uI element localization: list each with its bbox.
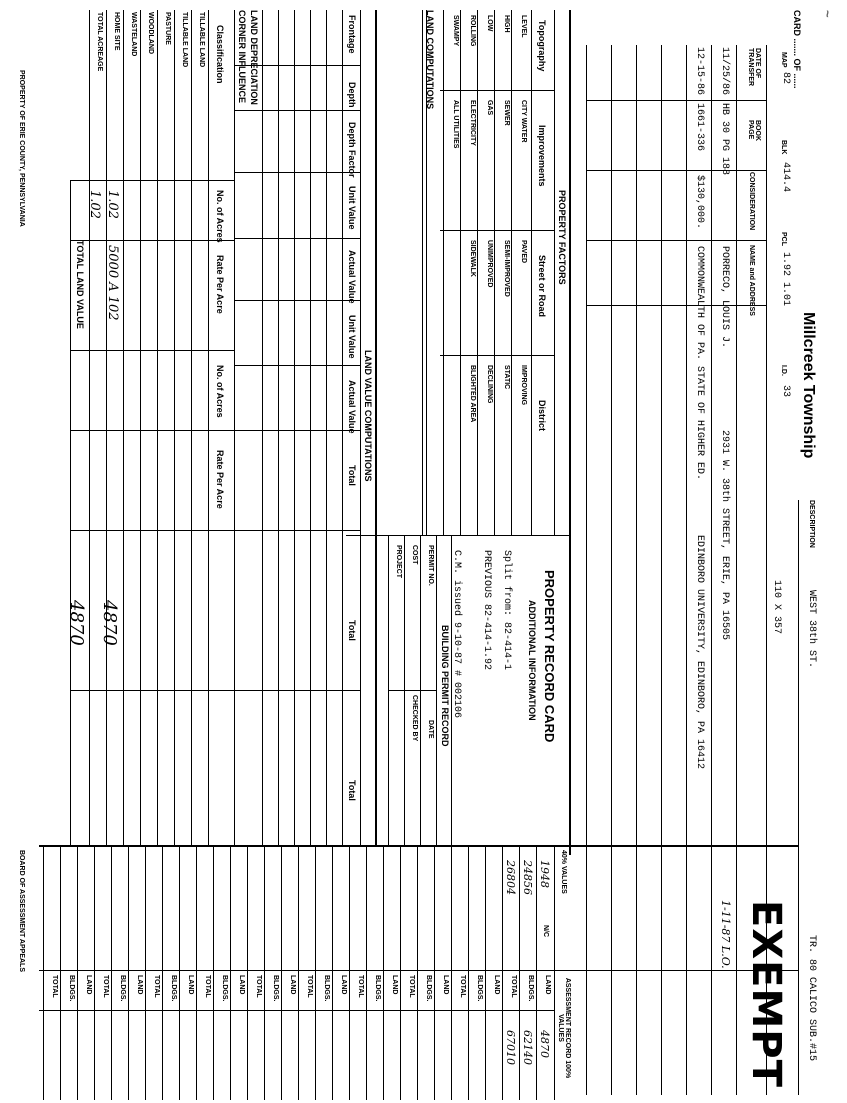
district-item: BLIGHTED AREA [469,365,476,423]
unit-value-header: Unit Value [347,186,357,230]
building-permit-title: BUILDING PERMIT RECORD [440,625,450,747]
stamp-note: 1-11-87 L.O. [719,900,732,969]
classification-item: TILLABLE LAND [181,12,188,68]
improvements-item: GAS [486,100,493,116]
district-item: STATIC [503,365,510,390]
forty-percent-value: 24856 [521,860,534,895]
classification-item: WASTELAND [130,12,137,57]
assessment-row-label: LAND [289,975,296,995]
home-site-rate: 5000 A 102 [105,245,120,321]
footer-left: PROPERTY OF ERIE COUNTY, PENNSYLVANIA [18,70,25,227]
permit-no-label: PERMIT NO. [427,545,434,586]
id-label: I.D. [780,365,787,376]
district-header: District [537,400,547,432]
unit-value-header-2: Unit Value [347,315,357,359]
assessment-row-label: LAND [187,975,194,995]
assessment-row-label: BLDGS. [527,975,534,1002]
assessment-row-label: TOTAL [255,975,262,998]
assessment-row-label: BLDGS. [374,975,381,1002]
blk-label: BLK [780,140,787,155]
district-item: DECLINING [486,365,493,404]
assessment-row-label: LAND [340,975,347,995]
assessment-row-label: TOTAL [153,975,160,998]
topography-item: LOW [486,15,493,32]
street-item: UNIMPROVED [486,240,493,288]
transfer-1-name: PORRECO, LOUIS J. [719,246,730,349]
assessment-row-label: LAND [238,975,245,995]
land-value-computations-title: LAND VALUE COMPUTATIONS [363,350,373,482]
assessment-row-label: TOTAL [306,975,313,998]
depth-header: Depth [347,82,357,108]
consideration-header: CONSIDERATION [748,172,755,231]
book-page-header: BOOK PAGE [747,120,761,141]
assessment-row-label: TOTAL [51,975,58,998]
assessment-row-label: BLDGS. [119,975,126,1002]
transfer-2-consideration: $130,000. [694,175,705,230]
classification-item: PASTURE [164,12,171,45]
hundred-percent-value: 67010 [504,1030,517,1065]
pcl-value: 1.92 1.01 [780,252,791,307]
assessment-row-label: LAND [493,975,500,995]
map-value: 82 [780,72,791,85]
total-land-value-label: TOTAL LAND VALUE [75,240,85,329]
assessment-row-label: LAND [85,975,92,995]
card-label: CARD ....... OF ...... [792,10,802,89]
forty-percent-header: 40% VALUES [560,850,567,894]
improvements-item: SEWER [503,100,510,126]
improvements-item: ALL UTILITIES [452,100,459,149]
name-address-header: NAME and ADDRESS [748,245,755,316]
no-acres-header-2: No. of Acres [215,365,225,418]
record-card-title: PROPERTY RECORD CARD [542,570,557,743]
rate-per-acre-header: Rate Per Acre [215,255,225,314]
split-from: Split from: 82-414-1 [501,550,512,671]
transfer-2-address: EDINBORO UNIVERSITY, EDINBORO, PA 16412 [694,535,705,770]
transfer-2-book: 1661-336 [694,103,705,152]
assessment-row-label: TOTAL [510,975,517,998]
previous-number: PREVIOUS 82-414-1.92 [481,550,492,671]
district-item: IMPROVING [520,365,527,406]
assessment-row-label: BLDGS. [323,975,330,1002]
no-acres-header: No. of Acres [215,190,225,243]
assessment-row-label: LAND [391,975,398,995]
hundred-percent-value: 62140 [521,1030,534,1065]
improvements-header: Improvements [537,125,547,187]
township-name: Millcreek Township [800,312,817,459]
assessment-row-label: TOTAL [357,975,364,998]
footer-right: BOARD OF ASSESSMENT APPEALS [18,850,25,972]
classification-item: TILLABLE LAND [198,12,205,68]
land-computations-title: LAND COMPUTATIONS [425,10,435,110]
property-factors-title: PROPERTY FACTORS [557,190,567,285]
date-of-transfer-header: DATE OF TRANSFER [747,48,761,87]
map-label: MAP [780,52,787,68]
total-land-value: 4870 [66,600,87,646]
total-header-2: Total [347,620,357,641]
forty-percent-value: 26804 [504,860,517,895]
transfer-2-date: 12-15-86 [694,47,705,96]
tract-description: TR. 80 CALICO SUB.#15 [806,935,817,1062]
forty-percent-value: 1948 [538,860,551,888]
classification-item: HOME SITE [113,12,120,51]
assessment-row-label: BLDGS. [68,975,75,1002]
assessment-row-label: TOTAL [459,975,466,998]
description-label: DESCRIPTION [808,500,815,548]
id-value: 33 [780,385,791,398]
transfer-1-date: 11/25/86 [719,47,730,96]
home-site-acres: 1.02 [105,190,120,219]
street-item: SIDEWALK [469,240,476,277]
frontage-header: Frontage [347,15,357,54]
classification-header: Classification [215,25,225,84]
assessment-row-label: BLDGS. [272,975,279,1002]
classification-item: WOODLAND [147,12,154,54]
topography-item: SWAMPY [452,15,459,47]
improvements-item: CITY WATER [520,100,527,143]
description-line2: 110 X 357 [771,580,782,635]
topography-item: LEVEL [520,15,527,38]
blk-value: 414.4 [780,162,791,193]
assessment-row-label: BLDGS. [476,975,483,1002]
assessment-row-label: LAND [544,975,551,995]
assessment-row-label: TOTAL [204,975,211,998]
assessment-row-label: BLDGS. [170,975,177,1002]
street-item: PAVED [520,240,527,264]
additional-info-title: ADDITIONAL INFORMATION [527,600,537,721]
assessment-row-label: TOTAL [102,975,109,998]
rate-per-acre-header-2: Rate Per Acre [215,450,225,509]
assessment-row-label: LAND [442,975,449,995]
transfer-1-address: 2931 W. 38th STREET, ERIE, PA 16505 [719,430,730,641]
home-site-total: 4870 [99,600,120,646]
transfer-2-name: COMMONWEALTH OF PA. STATE OF HIGHER ED. [694,246,705,481]
description-line1: WEST 38th ST. [806,590,817,669]
topography-header: Topography [537,20,547,72]
transfer-1-book: HB 30 PG 188 [719,103,730,176]
exempt-stamp: EXEMPT [743,900,789,1088]
total-header-3: Total [347,780,357,801]
corner-influence-label: CORNER INFLUENCE [237,10,247,104]
topography-item: ROLLING [469,15,476,47]
nc-note: N/C [542,925,549,938]
corner-scribble: ~ [820,10,835,18]
topography-item: HIGH [503,15,510,33]
depth-factor-header: Depth Factor [347,122,357,178]
pcl-label: PCL [780,232,787,246]
permit-issued: C.M. issued 9-10-87 # 002106 [451,550,462,719]
hundred-percent-header: ASSESSMENT RECORD 100% VALUES [557,977,571,1079]
classification-item: TOTAL ACREAGE [96,12,103,72]
assessment-row-label: TOTAL [408,975,415,998]
assessment-row-label: BLDGS. [221,975,228,1002]
street-item: SEMI-IMPROVED [503,240,510,297]
total-acreage-value: 1.02 [87,190,102,219]
cost-label: COST [411,545,418,565]
assessment-row-label: BLDGS. [425,975,432,1002]
assessment-row-label: LAND [136,975,143,995]
project-label: PROJECT [395,545,402,579]
date-label: DATE [427,720,434,739]
land-depreciation-label: LAND DEPRECIATION [249,10,259,105]
checked-by-label: CHECKED BY [411,695,418,742]
street-header: Street or Road [537,255,547,318]
actual-value-header: Actual Value [347,250,357,304]
improvements-item: ELECTRICITY [469,100,476,146]
actual-value-header-2: Actual Value [347,380,357,434]
total-header: Total [347,465,357,486]
hundred-percent-value: 4870 [538,1030,551,1058]
